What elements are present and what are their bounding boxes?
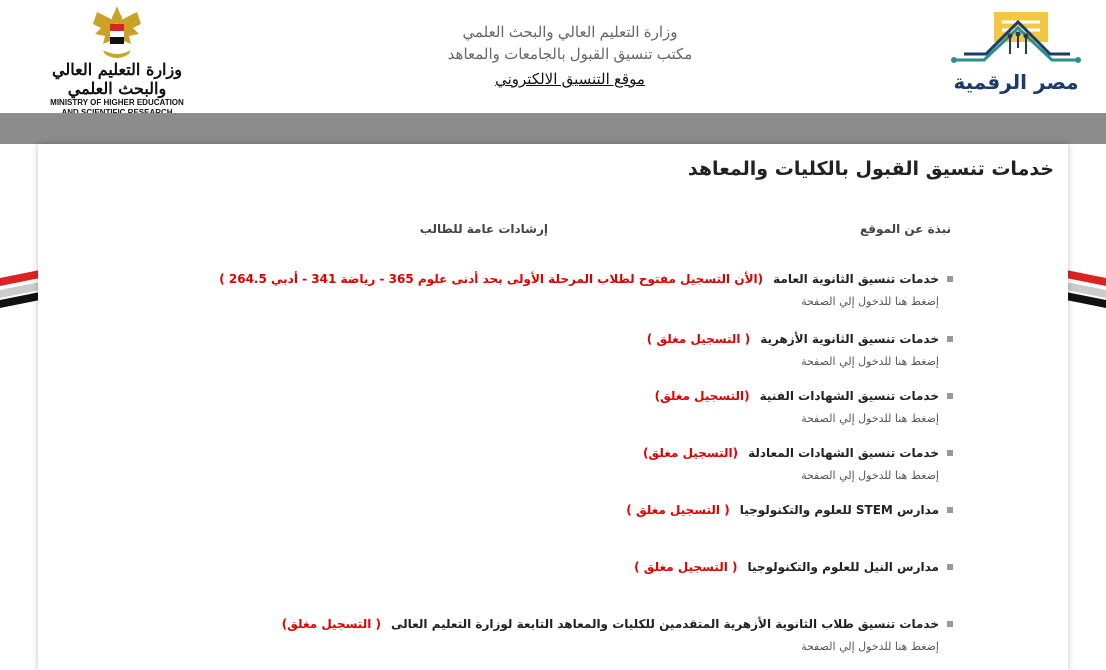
office-name: مكتب تنسيق القبول بالجامعات والمعاهد [447, 46, 693, 63]
service-item-general-secondary [219, 268, 953, 308]
service-status: ( التسجيل مغلق ) [634, 560, 738, 574]
ministry-logo-english-1: MINISTRY OF HIGHER EDUCATION [50, 98, 184, 107]
service-title: خدمات تنسيق الثانوية العامة [773, 272, 939, 286]
service-enter-link[interactable]: إضغط هنا للدخول إلي الصفحة [801, 295, 939, 308]
misr-digital-logo[interactable] [946, 8, 1086, 104]
service-status: (التسجيل مغلق) [643, 446, 739, 460]
bullet-icon [947, 564, 953, 570]
nav-bar [0, 113, 1106, 144]
egypt-eagle-emblem-icon [89, 4, 145, 62]
student-guidance-link[interactable]: إرشادات عامة للطالب [419, 222, 548, 236]
service-title: خدمات تنسيق الثانوية الأزهرية [760, 332, 939, 346]
header-center [400, 22, 740, 94]
main-content [38, 144, 1068, 670]
service-status: (التسجيل مغلق) [654, 389, 750, 403]
service-enter-link[interactable]: إضغط هنا للدخول إلي الصفحة [801, 412, 939, 425]
service-enter-link[interactable]: إضغط هنا للدخول إلي الصفحة [801, 355, 939, 368]
bullet-icon [947, 276, 953, 282]
bullet-icon [947, 507, 953, 513]
page-title: خدمات تنسيق القبول بالكليات والمعاهد [687, 158, 1054, 180]
bullet-icon [947, 393, 953, 399]
service-item-equivalent-certificates [643, 442, 953, 482]
service-title: خدمات تنسيق الشهادات الفنية [759, 389, 939, 403]
service-title: خدمات تنسيق الشهادات المعادلة [748, 446, 939, 460]
service-enter-link[interactable]: إضغط هنا للدخول إلي الصفحة [801, 469, 939, 482]
site-header [0, 0, 1106, 113]
service-status: ( التسجيل مغلق ) [646, 332, 751, 346]
bullet-icon [947, 621, 953, 627]
flag-stripes-left [0, 270, 40, 330]
service-title[interactable]: مدارس النيل للعلوم والتكنولوجيا [747, 560, 939, 574]
bullet-icon [947, 336, 953, 342]
service-title[interactable]: مدارس STEM للعلوم والتكنولوجيا [739, 503, 939, 517]
service-item-technical-certificates [655, 385, 953, 425]
service-status: ( التسجيل مغلق ) [626, 503, 730, 517]
service-item-stem-schools [626, 499, 953, 518]
service-item-nile-schools [634, 556, 953, 575]
about-site-link[interactable]: نبذة عن الموقع [859, 222, 951, 236]
service-enter-link[interactable]: إضغط هنا للدخول إلي الصفحة [801, 640, 939, 653]
site-home-link[interactable]: موقع التنسيق الالكتروني [495, 71, 645, 88]
flag-stripes-right [1066, 270, 1106, 330]
ministry-logo[interactable] [44, 4, 190, 110]
ministry-name: وزارة التعليم العالي والبحث العلمي [462, 24, 678, 41]
bullet-icon [947, 450, 953, 456]
service-status: ( التسجيل مغلق) [281, 617, 381, 631]
service-item-azhar-secondary [647, 328, 953, 368]
misr-digital-text: مصر الرقمية [953, 70, 1079, 94]
service-status: (الأن التسجيل مفتوح لطلاب المرحلة الأولى بحد أدنى علوم 365 - رياضة 341 - أدبي 264.5 ) [219, 272, 764, 286]
service-title: خدمات تنسيق طلاب الثانوية الأزهرية المتقدمين للكليات والمعاهد التابعة لوزارة التعليم العالى [390, 617, 939, 631]
circuit-house-icon [946, 8, 1086, 68]
ministry-logo-arabic: وزارة التعليم العالي والبحث العلمي [52, 60, 182, 98]
service-item-azhar-higher-education [282, 613, 953, 653]
